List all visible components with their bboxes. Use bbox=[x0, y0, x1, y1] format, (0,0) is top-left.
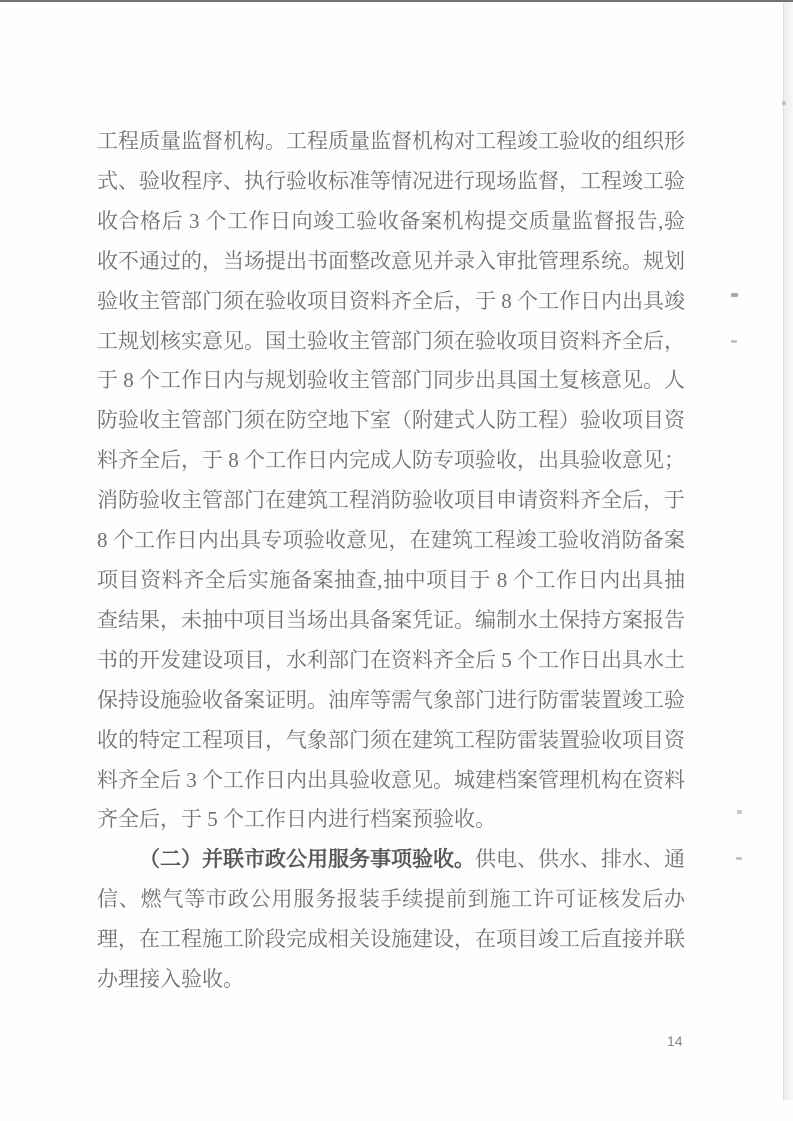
paragraph-section-2 bbox=[97, 840, 685, 1000]
page-number: 14 bbox=[667, 1033, 683, 1049]
scan-top-edge bbox=[0, 0, 793, 2]
section-2-body: 供电、供水、排水、通信、燃气等市政公用服务报装手续提前到施工许可证核发后办理，在工程施工阶段完成相关设施建设，在项目竣工后直接并联办理接入验收。 bbox=[97, 847, 685, 992]
scan-right-edge bbox=[783, 2, 793, 1100]
scan-speck bbox=[731, 293, 738, 297]
scan-speck bbox=[736, 857, 742, 860]
scan-speck bbox=[737, 810, 742, 814]
scan-speck bbox=[782, 101, 786, 105]
paragraph-continuation: 工程质量监督机构。工程质量监督机构对工程竣工验收的组织形式、验收程序、执行验收标准等情况进行现场监督，工程竣工验收合格后 3 个工作日向竣工验收备案机构提交质量监督报告,验收不通过的，当场提出书面整改意见并录入审批管理系统。规划验收主管部门须在验收项目资料齐全后，于 8 个工作日内出具竣工规划核实意见。国土验收主管部门须在验收项目资料齐全后，于 8 个工作日内与规划验收主管部门同步出具国土复核意见。人防验收主管部门须在防空地下室（附建式人防工程）验收项目资料齐全后，于 8 个工作日内完成人防专项验收，出具验收意见；消防验收主管部门在建筑工程消防验收项目申请资料齐全后，于 8 个工作日内出具专项验收意见，在建筑工程竣工验收消防备案项目资料齐全后实施备案抽查,抽中项目于 8 个工作日内出具抽查结果，未抽中项目当场出具备案凭证。编制水土保持方案报告书的开发建设项目，水利部门在资料齐全后 5 个工作日出具水土保持设施验收备案证明。油库等需气象部门进行防雷装置竣工验收的特定工程项目，气象部门须在建筑工程防雷装置验收项目资料齐全后 3 个工作日内出具验收意见。城建档案管理机构在资料齐全后，于 5 个工作日内进行档案预验收。 bbox=[97, 129, 685, 832]
scan-speck bbox=[731, 340, 737, 343]
document-text-block bbox=[97, 122, 685, 1000]
section-2-heading: （二）并联市政公用服务事项验收。 bbox=[139, 847, 475, 872]
